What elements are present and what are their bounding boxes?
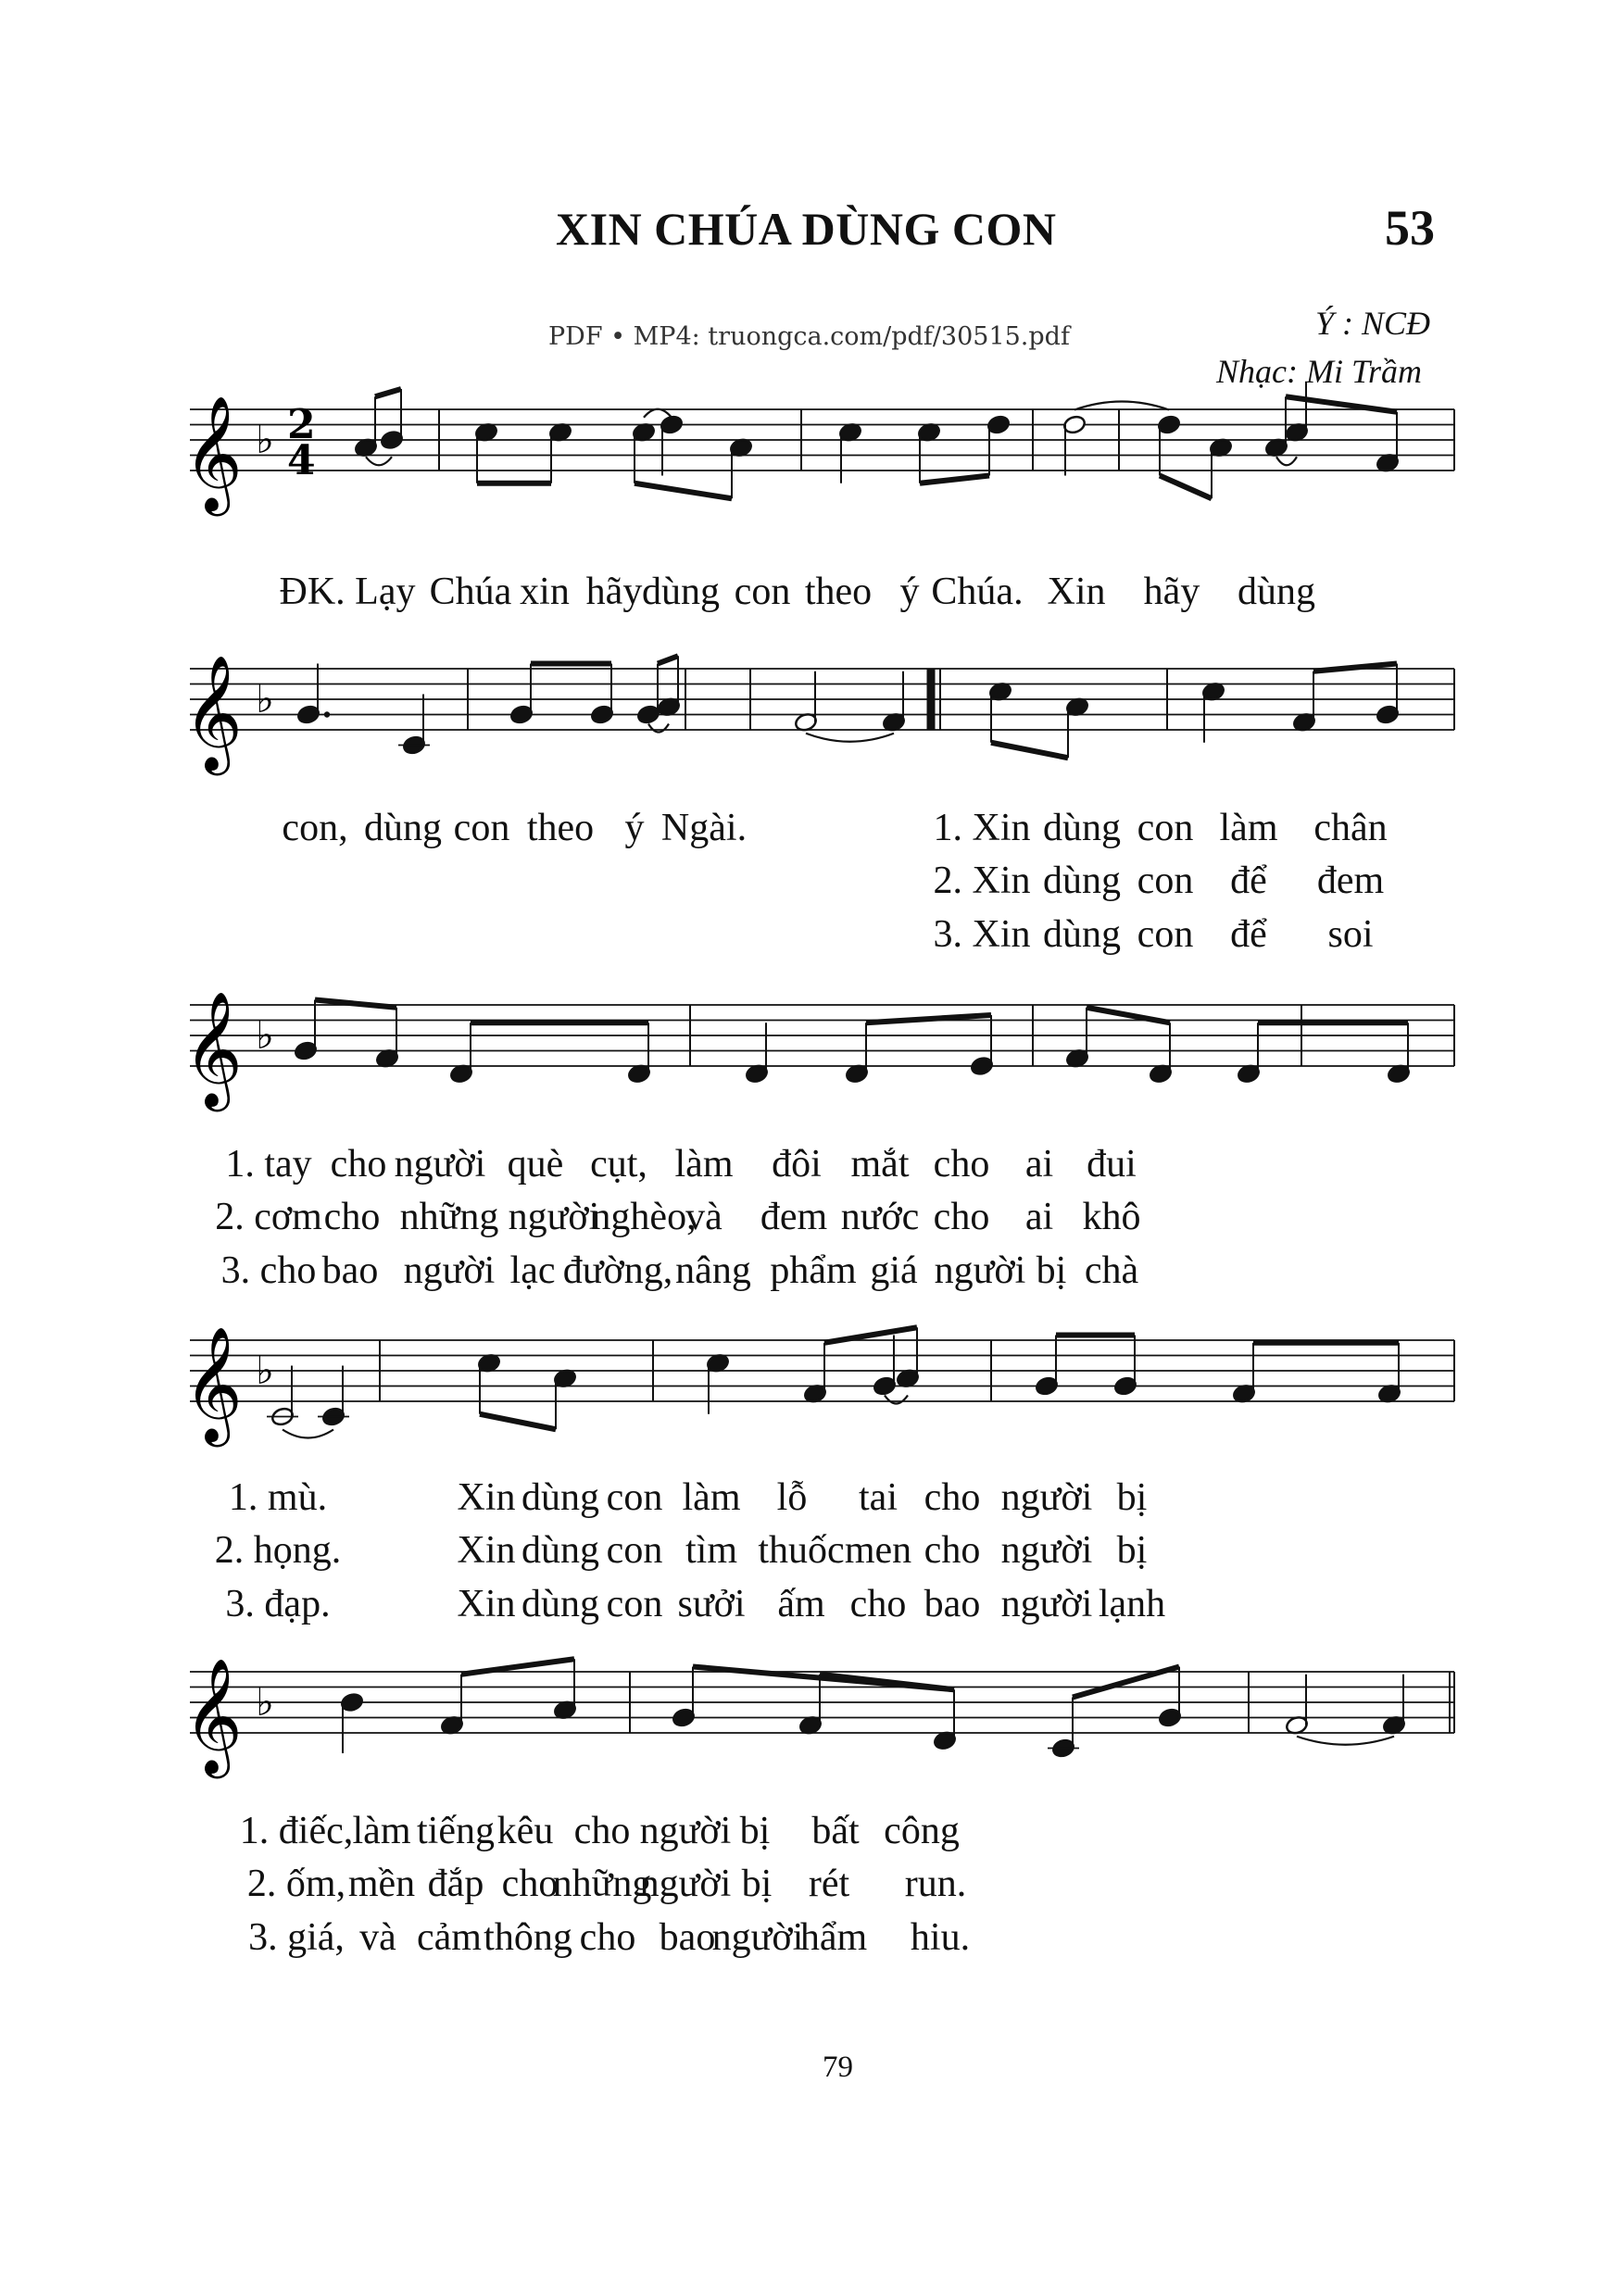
- beam: [480, 1414, 556, 1430]
- lyric-syllable: men: [844, 1529, 912, 1572]
- lyric-syllable: hiu.: [910, 1916, 971, 1959]
- lyric-syllable: tiếng: [417, 1810, 495, 1852]
- lyric-syllable: và: [685, 1196, 723, 1238]
- beam: [1160, 476, 1212, 499]
- lyric-syllable: kêu: [496, 1810, 554, 1852]
- lyric-syllable: xin: [520, 571, 570, 613]
- lyric-syllable: bao: [659, 1916, 716, 1959]
- lyric-syllable: con,: [282, 807, 348, 849]
- lyric-syllable: người: [711, 1916, 804, 1959]
- lyric-syllable: làm: [1219, 807, 1278, 849]
- beam: [658, 656, 678, 663]
- key-flat: ♭: [256, 417, 274, 462]
- beam: [1313, 664, 1397, 671]
- lyric-syllable: bất: [811, 1810, 860, 1852]
- lyric-syllable: dùng: [1043, 807, 1121, 849]
- lyric-syllable: làm: [682, 1476, 741, 1519]
- lyric-syllable: cho: [573, 1810, 631, 1852]
- lyric-syllable: cho: [501, 1863, 559, 1905]
- lyric-syllable: 2. họng.: [214, 1529, 342, 1572]
- beam: [635, 483, 732, 499]
- song-number: 53: [1385, 200, 1435, 256]
- lyric-syllable: chân: [1313, 807, 1388, 849]
- lyric-syllable: mắt: [850, 1143, 910, 1186]
- lyric-syllable: đôi: [772, 1143, 822, 1186]
- lyric-syllable: rét: [808, 1863, 850, 1905]
- lyric-syllable: đường,: [562, 1249, 673, 1292]
- lyric-syllable: 3. cho: [220, 1249, 317, 1292]
- song-title: XIN CHÚA DÙNG CON: [556, 203, 1057, 255]
- lyric-syllable: chà: [1084, 1249, 1139, 1292]
- lyric-syllable: nghèo,: [591, 1196, 697, 1238]
- lyric-syllable: dùng: [521, 1583, 599, 1625]
- lyric-syllable: dùng: [1238, 571, 1315, 613]
- lyric-syllable: tìm: [685, 1529, 738, 1572]
- lyric-syllable: người: [394, 1143, 486, 1186]
- lyric-syllable: nước: [840, 1196, 920, 1238]
- lyric-syllable: ấm: [777, 1583, 825, 1625]
- lyric-syllable: người: [508, 1196, 600, 1238]
- lyric-syllable: 1. điếc,: [239, 1810, 354, 1852]
- lyric-syllable: Chúa.: [931, 571, 1024, 613]
- lyric-syllable: 1. mù.: [228, 1476, 328, 1519]
- lyric-syllable: khô: [1082, 1196, 1141, 1238]
- lyric-syllable: con: [606, 1583, 663, 1625]
- time-signature-top: 2: [287, 401, 316, 448]
- lyric-syllable: dùng: [1043, 913, 1121, 956]
- dot: [324, 711, 330, 717]
- lyric-syllable: thuốc: [758, 1529, 845, 1572]
- beam: [375, 389, 401, 396]
- lyric-syllable: đui: [1087, 1143, 1137, 1186]
- beam: [315, 1000, 396, 1008]
- lyric-syllable: đắp: [427, 1863, 484, 1905]
- lyric-syllable: ai: [1024, 1196, 1054, 1238]
- lyric-syllable: dùng: [521, 1529, 599, 1572]
- lyric-syllable: 2. cơm: [215, 1196, 322, 1238]
- lyric-syllable: để: [1230, 913, 1267, 956]
- lyric-syllable: con: [1137, 859, 1194, 902]
- lyric-syllable: lạc: [509, 1249, 556, 1292]
- lyric-syllable: bị: [1116, 1476, 1148, 1519]
- key-flat: ♭: [256, 676, 274, 721]
- lyric-syllable: hãy: [1143, 571, 1200, 613]
- time-signature-bottom: 4: [287, 437, 316, 484]
- treble-clef: 𝄞: [183, 655, 243, 771]
- lyric-syllable: cho: [924, 1529, 981, 1572]
- lyric-syllable: công: [884, 1810, 960, 1852]
- beam: [991, 743, 1068, 759]
- key-flat: ♭: [256, 1348, 274, 1393]
- lyric-syllable: Xin: [457, 1476, 516, 1519]
- lyric-syllable: những: [399, 1196, 499, 1238]
- lyric-syllable: 1. Xin: [933, 807, 1031, 849]
- beam: [920, 476, 989, 483]
- lyric-syllable: cho: [579, 1916, 636, 1959]
- lyric-syllable: giá: [870, 1249, 918, 1292]
- lyric-syllable: cảm: [417, 1916, 482, 1959]
- lyric-syllable: những: [552, 1863, 652, 1905]
- lyric-syllable: dùng: [642, 571, 720, 613]
- lyric-syllable: dùng: [521, 1476, 599, 1519]
- lyric-syllable: bị: [739, 1810, 771, 1852]
- lyric-syllable: 3. đạp.: [225, 1583, 331, 1625]
- lyric-syllable: bị: [1036, 1249, 1067, 1292]
- tie: [1297, 1737, 1394, 1745]
- lyric-syllable: ĐK. Lạy: [279, 571, 416, 613]
- lyric-syllable: người: [639, 1863, 732, 1905]
- treble-clef: 𝄞: [183, 991, 243, 1107]
- tie: [806, 734, 894, 742]
- lyric-syllable: ai: [1024, 1143, 1054, 1186]
- lyric-syllable: dùng: [364, 807, 442, 849]
- lyric-syllable: cho: [323, 1196, 381, 1238]
- lyric-syllable: Xin: [457, 1529, 516, 1572]
- lyric-syllable: soi: [1327, 913, 1374, 956]
- lyric-syllable: bị: [1116, 1529, 1148, 1572]
- lyric-syllable: cho: [330, 1143, 387, 1186]
- lyric-syllable: bị: [741, 1863, 773, 1905]
- lyric-syllable: què: [507, 1143, 564, 1186]
- key-flat: ♭: [256, 1679, 274, 1725]
- lyric-syllable: Chúa: [429, 571, 512, 613]
- treble-clef: 𝄞: [183, 1658, 243, 1774]
- lyric-syllable: Xin: [457, 1583, 516, 1625]
- lyric-syllable: cho: [849, 1583, 907, 1625]
- lyric-syllable: con: [1137, 807, 1194, 849]
- lyric-syllable: sưởi: [677, 1583, 746, 1625]
- lyric-syllable: hãy: [585, 571, 643, 613]
- lyric-syllable: Xin: [1047, 571, 1106, 613]
- lyric-syllable: cho: [924, 1476, 981, 1519]
- lyric-syllable: con: [1137, 913, 1194, 956]
- lyric-syllable: người: [934, 1249, 1026, 1292]
- lyric-syllable: mền: [347, 1863, 416, 1905]
- lyric-syllable: làm: [352, 1810, 411, 1852]
- lyric-syllable: đem: [1316, 859, 1385, 902]
- tie: [366, 457, 392, 465]
- tie: [648, 724, 669, 733]
- lyric-syllable: người: [1000, 1529, 1093, 1572]
- beam: [866, 1015, 991, 1023]
- treble-clef: 𝄞: [183, 395, 243, 511]
- source-link-text[interactable]: PDF • MP4: truongca.com/pdf/30515.pdf: [548, 322, 1070, 351]
- lyric-syllable: theo: [804, 571, 873, 613]
- lyric-syllable: người: [1000, 1583, 1093, 1625]
- lyricist-credit: Ý : NCĐ: [1315, 305, 1431, 342]
- lyric-syllable: bao: [321, 1249, 379, 1292]
- lyric-syllable: con: [606, 1529, 663, 1572]
- lyric-syllable: phẩm: [770, 1249, 857, 1292]
- lyric-syllable: con: [734, 571, 791, 613]
- lyric-syllable: theo: [526, 807, 595, 849]
- treble-clef: 𝄞: [183, 1326, 243, 1442]
- lyric-syllable: lỗ: [776, 1476, 808, 1519]
- tie: [885, 1396, 908, 1404]
- lyric-syllable: 1. tay: [225, 1143, 312, 1186]
- lyric-syllable: lạnh: [1098, 1583, 1166, 1625]
- lyric-syllable: 3. giá,: [248, 1916, 345, 1959]
- key-flat: ♭: [256, 1012, 274, 1058]
- lyric-syllable: hẩm: [799, 1916, 868, 1959]
- lyric-syllable: người: [1000, 1476, 1093, 1519]
- lyric-syllable: con: [606, 1476, 663, 1519]
- lyric-syllable: cho: [933, 1143, 990, 1186]
- lyric-syllable: đem: [760, 1196, 828, 1238]
- page-number: 79: [823, 2051, 853, 2084]
- lyric-syllable: dùng: [1043, 859, 1121, 902]
- tie: [1276, 457, 1297, 465]
- composer-credit: Nhạc: Mi Trầm: [1216, 353, 1423, 390]
- lyric-syllable: bao: [924, 1583, 981, 1625]
- lyric-syllable: run.: [904, 1863, 967, 1905]
- lyric-syllable: tai: [859, 1476, 898, 1519]
- lyric-syllable: 2. ốm,: [246, 1863, 346, 1905]
- lyric-syllable: và: [359, 1916, 396, 1959]
- tie: [283, 1430, 333, 1438]
- tie: [644, 409, 672, 418]
- lyric-syllable: thông: [484, 1916, 572, 1959]
- lyric-syllable: người: [403, 1249, 496, 1292]
- lyric-syllable: cụt,: [590, 1143, 647, 1186]
- lyric-syllable: người: [639, 1810, 732, 1852]
- lyric-syllable: cho: [933, 1196, 990, 1238]
- lyric-syllable: ý: [899, 571, 920, 613]
- lyric-syllable: 3. Xin: [933, 913, 1031, 956]
- lyric-syllable: nâng: [675, 1249, 751, 1292]
- lyric-syllable: để: [1230, 859, 1267, 902]
- lyric-syllable: 2. Xin: [933, 859, 1031, 902]
- lyric-syllable: ý: [624, 807, 645, 849]
- lyric-syllable: Ngài.: [660, 807, 748, 849]
- lyric-syllable: làm: [674, 1143, 734, 1186]
- lyric-syllable: con: [453, 807, 510, 849]
